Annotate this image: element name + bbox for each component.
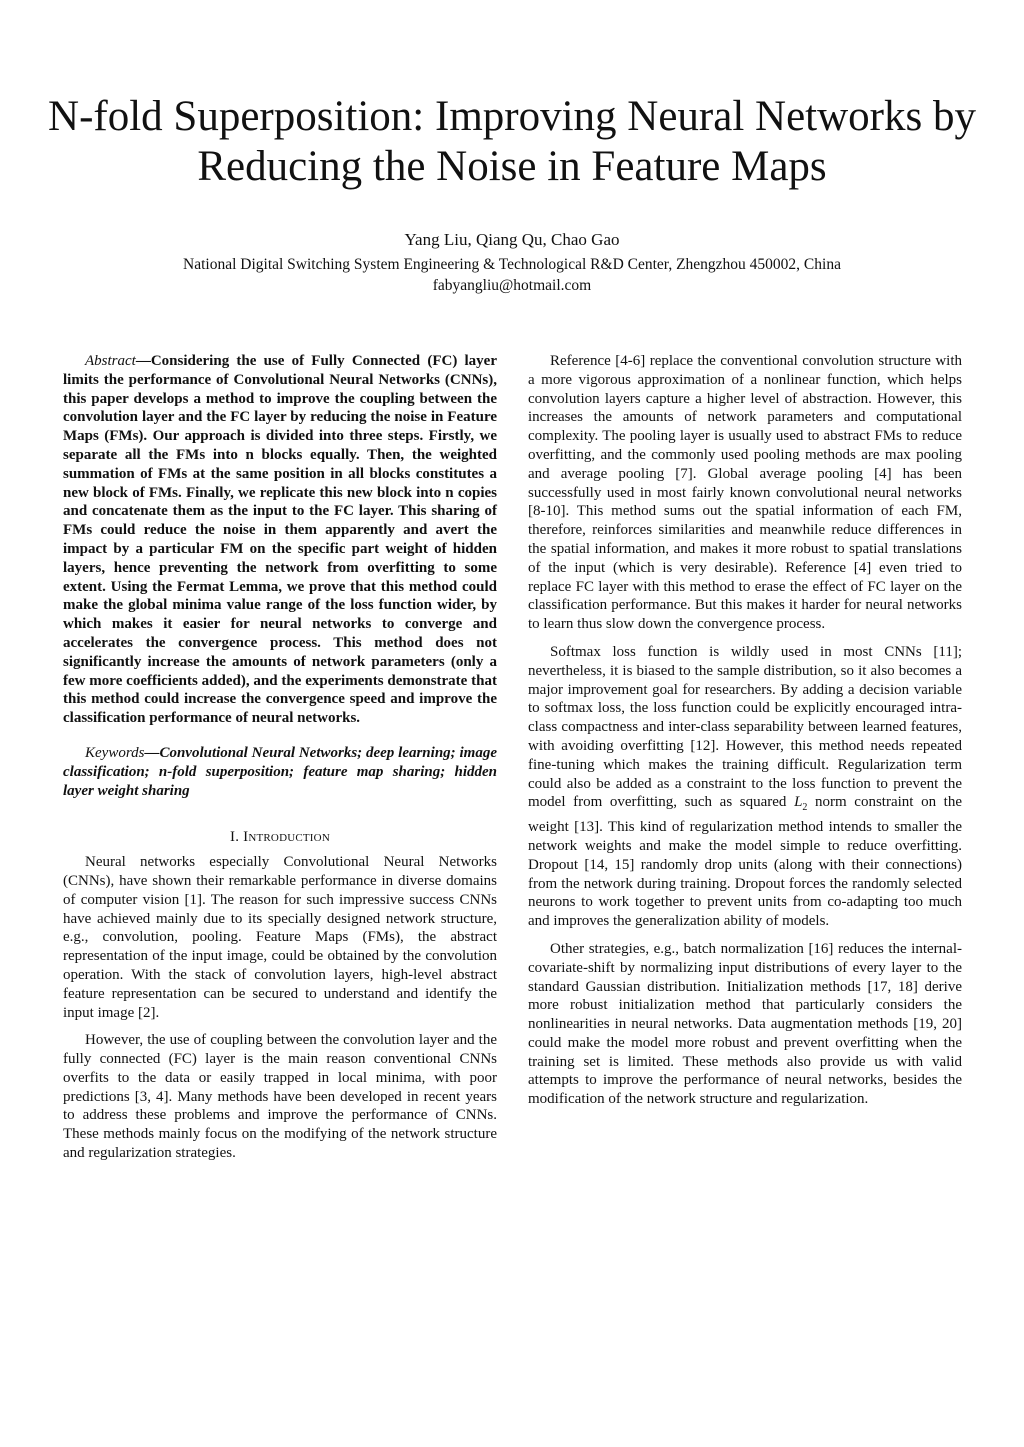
section-numeral: I. [230,829,240,846]
norm-subscript: 2 [802,802,808,814]
norm-variable: L [794,794,803,811]
section-heading-introduction [63,828,497,847]
keywords-label: Keywords [85,744,145,761]
author-list: Yang Liu, Qiang Qu, Chao Gao [404,230,620,249]
paper-title-line-1: N-fold Superposition: Improving Neural Networks by [48,93,976,140]
author-email: fabyangliu@hotmail.com [432,277,592,294]
paper-title-line-2: Reducing the Noise in Feature Maps [197,143,827,190]
left-column [63,352,497,1163]
keywords-text: —Convolutional Neural Networks; deep learning; image classification; n-fold superposition; feature map sharing; hidden layer weight sharing [63,744,497,799]
intro-paragraph-1: Neural networks especially Convolutional Neural Networks (CNNs), have shown their remarkable performance in diverse domains of computer vision [1]. The reason for such impressive success CNNs have achieved mainly due to its specially designed network structure, e.g., convolution, pooling. Feature Maps (FMs), the abstract representation of the input image, could be obtained by the convolution operation. With the stack of convolution layers, high-level abstract feature representation can be secured to understand and identify the input image [2]. [63,854,497,1021]
affiliation-block [40,254,984,296]
abstract-text: —Considering the use of Fully Connected (FC) layer limits the performance of Convolutional Neural Networks (CNNs), this paper develops a method to improve the coupling between the convolution layer and the FC layer by reducing the noise in Feature Maps (FMs). Our approach is divided into three steps. Firstly, we separate all the FMs into n blocks equally. Then, the weighted summation of FMs at the same position in all blocks constitutes a new block of FMs. Finally, we replicate this new block into n copies and concatenate them as the input to the FC layer. This sharing of FMs could reduce the noise in them apparently and avert the impact by a particular FM on the specific part weight of hidden layers, hence preventing the network from overfitting to some extent. Using the Fermat Lemma, we prove that this method could make the global minima value range of the loss function wider, by which makes it easier for neural networks to converge and accelerates the convergence process. This method does not significantly increase the amounts of network parameters (only a few more coefficients added), and the experiments demonstrate that this method could increase the convergence speed and improve the classification performance of neural networks. [63,353,497,727]
body-paragraph-softmax [528,643,962,931]
section-title: Introduction [243,829,330,846]
paper-title [40,92,984,192]
softmax-text-before: Softmax loss function is wildly used in most CNNs [11]; nevertheless, it is biased to the sample distribution, so it also becomes a major improvement goal for researchers. By adding a decision variable to softmax loss, the loss function could be explicitly encouraged intra-class compactness and inter-class separability between learned features, with avoiding overfitting [12]. However, this method needs repeated fine-tuning which makes the training difficult. Regularization term could also be added as a constraint to the loss function to prevent the model from overfitting, such as squared [528,643,962,811]
softmax-text-after: norm constraint on the weight [13]. This kind of regularization method intends to smaller the network weights and make the model simple to reduce overfitting. Dropout [14, 15] randomly drop units (along with their connections) from the network during training. Dropout forces the randomly selected neurons to work together to prevent units from co-adapting too much and improves the generalization ability of models. [528,794,963,930]
right-column [528,352,962,1109]
abstract-paragraph [63,352,497,728]
intro-paragraph-2: However, the use of coupling between the convolution layer and the fully connected (FC) layer is the main reason conventional CNNs overfits to the data or easily trapped in local minima, with poor predictions [3, 4]. Many methods have been developed in recent years to address these problems and improve the performance of CNNs. These methods mainly focus on the modifying of the network structure and regularization strategies. [63,1032,497,1162]
body-paragraph-reference: Reference [4-6] replace the conventional convolution structure with a more vigorous approximation of a nonlinear function, which helps convolution layers capture a higher level of abstraction. However, this increases the amounts of network parameters and computational complexity. The pooling layer is usually used to abstract FMs to reduce overfitting, and the commonly used pooling methods are max pooling and average pooling [7]. Global average pooling [4] has been successfully used in most fairly known convolutional neural networks [8-10]. This method sums out the spatial information of each FM, therefore, reinforces similarities and meanwhile reduce differences in the spatial information, and makes it more robust to spatial translations of the input (which is very desirable). Reference [4] even tried to replace FC layer with this method to erase the effect of FC layer on the classification performance. But this makes it harder for neural networks to learn thus slow down the convergence process. [528,353,962,633]
abstract-label: Abstract [85,353,136,369]
affiliation: National Digital Switching System Engineering & Technological R&D Center, Zhengzhou 450002, China [183,256,841,273]
keywords-paragraph [63,744,497,800]
body-paragraph-other-strategies: Other strategies, e.g., batch normalization [16] reduces the internal-covariate-shift by normalizing input distributions of every layer to the standard Gaussian distribution. Initialization methods [17, 18] derive more robust initialization method that particularly considers the nonlinearities in neural networks. Data augmentation methods [19, 20] could make the model more robust and prevent overfitting when the training set is limited. These methods also provide us with valid attempts to improve the performance of neural networks, besides the modification of the network structure and regularization. [528,940,962,1108]
